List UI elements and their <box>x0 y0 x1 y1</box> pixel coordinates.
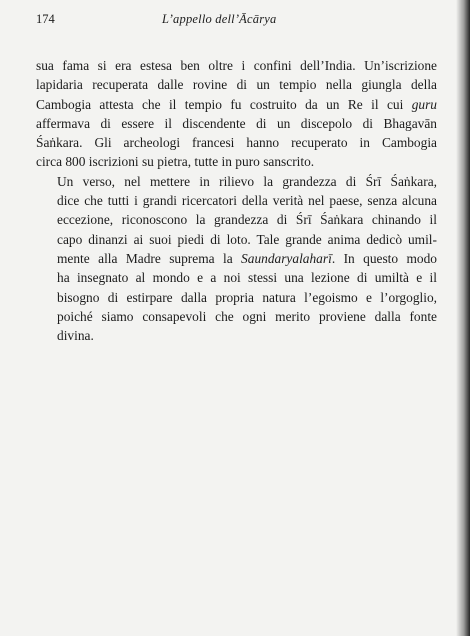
text-line: eccezione, riconoscono la grandezza di Śrī Śaṅkara chinando il <box>57 212 437 228</box>
text-line: Śaṅkara. Gli archeologi francesi hanno recuperato in Cambogia <box>36 135 437 151</box>
paragraph-1 <box>36 56 437 172</box>
text-line: lapidaria recuperata dalle rovine di un tempio nella giungla della <box>36 77 437 93</box>
text-line <box>36 249 437 268</box>
paragraph-2 <box>36 172 437 346</box>
text-line: sua fama si era estesa ben oltre i confini dell’India. Un’iscrizione <box>36 58 437 73</box>
text-line: affermava di essere il discendente di un discepolo di Bhagavān <box>36 115 437 131</box>
page-edge-shadow <box>456 0 470 636</box>
text-line: Un verso, nel mettere in rilievo la grandezza di Śrī Śaṅkara, <box>57 173 437 189</box>
text-segment: . In questo modo <box>331 250 437 266</box>
text-line: bisogno di estirpare dalla propria natura l’egoismo e l’orgoglio, <box>57 289 437 305</box>
text-segment: Cambogia attesta che il tempio fu costruito da un Re il cui <box>36 96 412 112</box>
text-line: circa 800 iscrizioni su pietra, tutte in puro sanscrito. <box>36 154 315 170</box>
text-line: divina. <box>57 328 94 344</box>
text-line <box>36 95 437 114</box>
text-line: ha insegnato al mondo e a noi stessi una lezione di umiltà e il <box>57 270 437 286</box>
running-head <box>36 12 437 32</box>
running-title: L’appello dell’Ācārya <box>162 12 277 26</box>
page-number: 174 <box>36 12 55 26</box>
text-line: capo dinanzi ai suoi piedi di loto. Tale grande anima dedicò umil- <box>57 231 437 247</box>
italic-title-saundaryalahari: Saundaryalaharī <box>241 250 332 266</box>
text-line: poiché siamo consapevoli che ogni merito proviene dalla fonte <box>57 308 437 324</box>
body-text <box>36 56 437 345</box>
italic-term-guru: guru <box>411 96 437 112</box>
text-segment: mente alla Madre suprema la <box>57 250 242 266</box>
text-line: dice che tutti i grandi ricercatori della verità nel paese, senza alcuna <box>57 193 437 209</box>
